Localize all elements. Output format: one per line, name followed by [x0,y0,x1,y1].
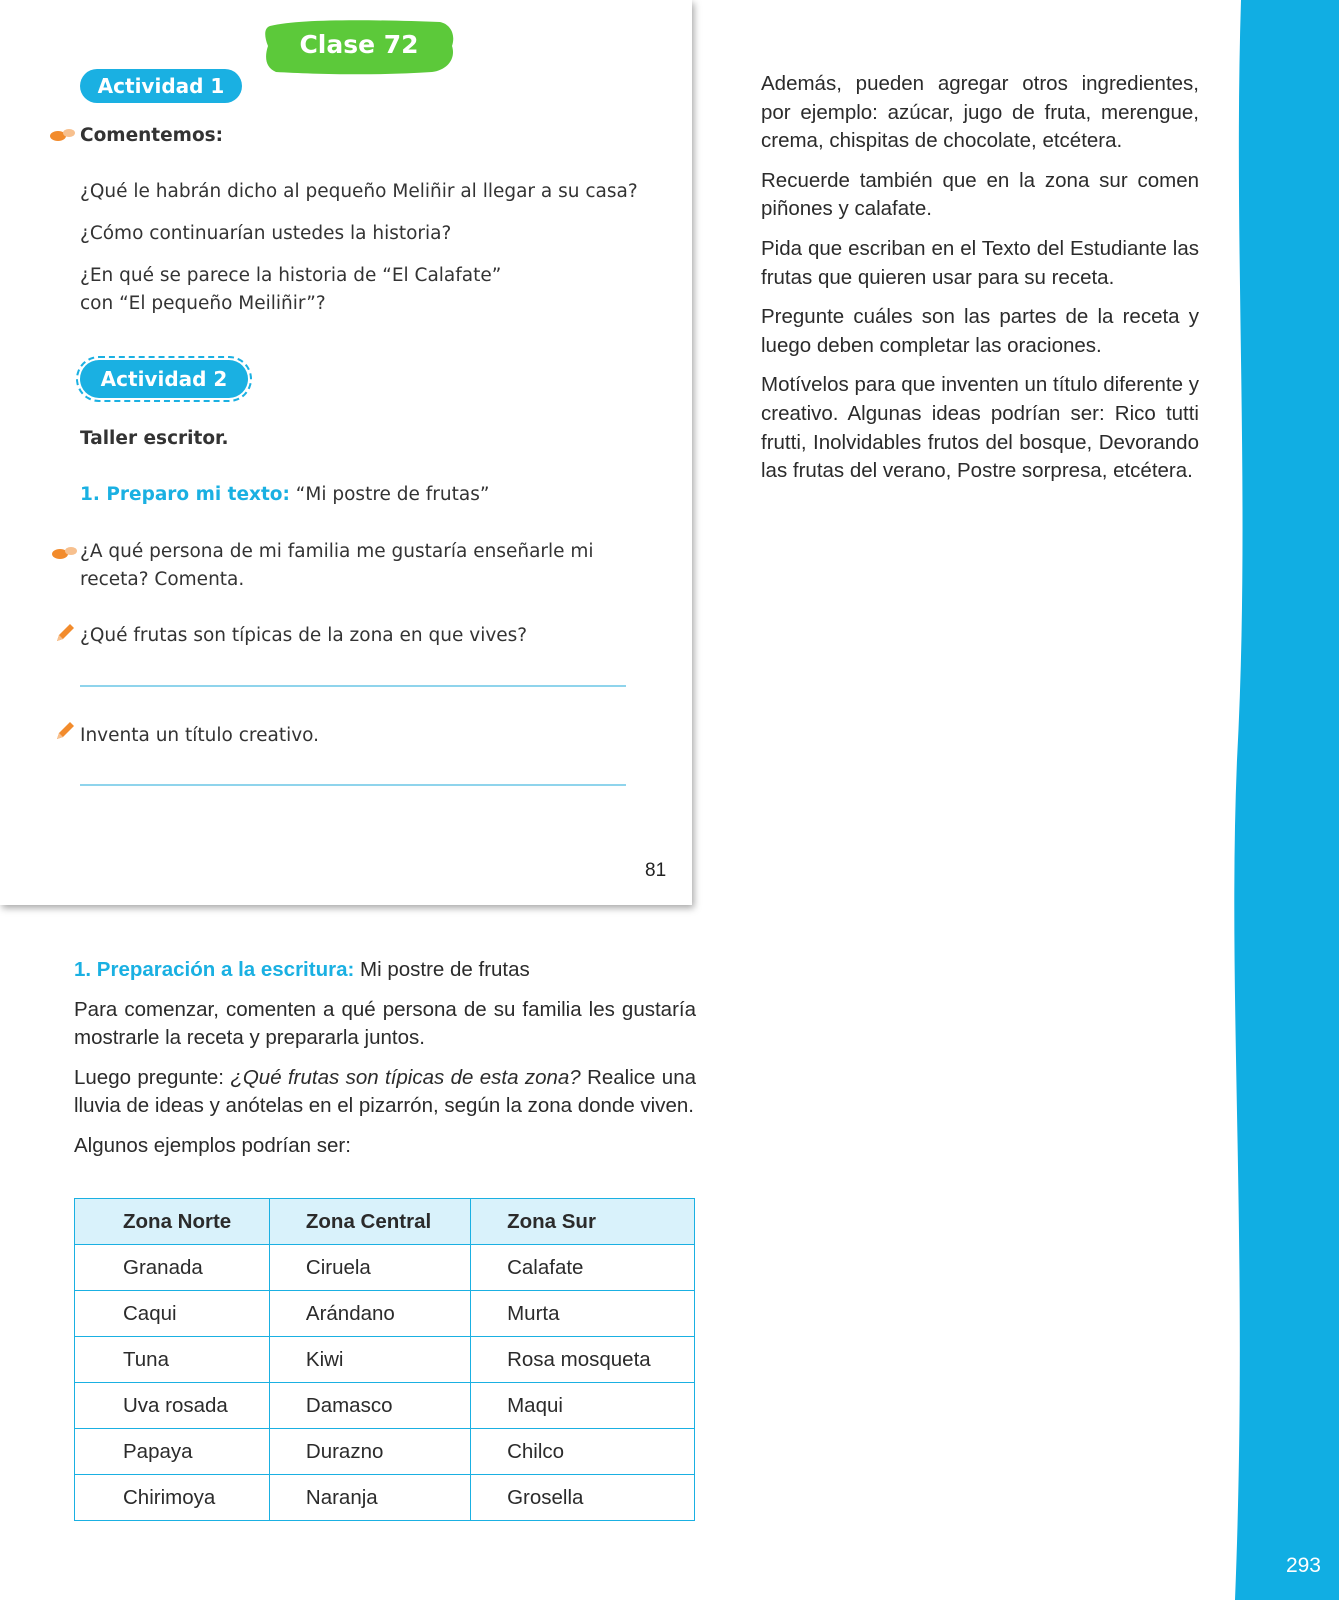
guide-right-column [761,70,1199,497]
table-cell: Uva rosada [75,1383,270,1429]
table-cell: Damasco [269,1383,470,1429]
guide-question-italic: ¿Qué frutas son típicas de esta zona? [230,1065,581,1089]
answer-line-fruits [80,685,626,687]
table-cell: Ciruela [269,1245,470,1291]
fruit-zones-table [74,1198,695,1521]
student-book-page [0,0,692,905]
table-cell: Tuna [75,1337,270,1383]
side-band [1229,0,1339,1600]
answer-line-title [80,784,626,786]
speech-bubbles-icon [50,128,76,142]
page-number: 293 [1285,1554,1321,1577]
question-fruits: ¿Qué frutas son típicas de la zona en que vives? [80,625,528,646]
item-1-title: “Mi postre de frutas” [295,484,490,505]
guide-text: Luego pregunte: [74,1065,231,1089]
speech-bubbles-icon [52,546,78,560]
question-3-line-1: ¿En qué se parece la historia de “El Calafate” [80,265,502,286]
column-header: Zona Norte [75,1199,270,1245]
table-cell: Grosella [471,1475,695,1521]
question-1: ¿Qué le habrán dicho al pequeño Meliñir al llegar a su casa? [80,181,638,202]
question-2: ¿Cómo continuarían ustedes la historia? [80,223,452,244]
table-cell: Murta [471,1291,695,1337]
item-1 [80,481,489,509]
guide-paragraph: Recuerde también que en la zona sur comen piñones y calafate. [761,168,1199,221]
table-row [75,1337,695,1383]
clase-badge [262,14,456,78]
guide-text: Realice una lluvia de ideas y anótelas en el pizarrón, según la zona donde viven. [74,1065,696,1118]
table-header-row [75,1199,695,1245]
section-heading-title: Mi postre de frutas [354,958,530,981]
table-cell: Kiwi [269,1337,470,1383]
table-cell: Papaya [75,1429,270,1475]
column-header: Zona Sur [471,1199,695,1245]
question-3-line-2: con “El pequeño Meiliñir”? [80,293,326,314]
section-heading-label: 1. Preparación a la escritura: [74,958,355,981]
table-row [75,1429,695,1475]
table-row [75,1475,695,1521]
guide-paragraph: Además, pueden agregar otros ingredientes, por ejemplo: azúcar, jugo de fruta, merengue, crema, chispitas de chocolate, etcétera. [761,72,1199,153]
question-family-line-1: ¿A qué persona de mi familia me gustaría enseñarle mi [80,541,594,562]
guide-paragraph: Para comenzar, comenten a qué persona de su familia les gustaría mostrarle la receta y prepararla juntos. [74,997,696,1050]
pencil-icon [54,622,76,644]
table-row [75,1291,695,1337]
column-header: Zona Central [269,1199,470,1245]
guide-paragraph: Pregunte cuáles son las partes de la receta y luego deben completar las oraciones. [761,305,1199,357]
book-page-number: 81 [645,860,667,881]
taller-label: Taller escritor. [80,428,229,449]
question-title: Inventa un título creativo. [80,725,320,746]
table-cell: Naranja [269,1475,470,1521]
table-cell: Chirimoya [75,1475,270,1521]
clase-label: Clase 72 [299,30,419,59]
section-heading [74,956,696,985]
table-cell: Calafate [471,1245,695,1291]
table-cell: Rosa mosqueta [471,1337,695,1383]
table-row [75,1383,695,1429]
guide-paragraph: Motívelos para que inventen un título diferente y creativo. Algunas ideas podrían ser: Rico tutti frutti, Inolvidables frutos del bosque, Devorando las frutas del verano, Postre sorpresa, etcétera. [761,373,1199,483]
guide-left-column [74,956,696,1172]
comentemos-label: Comentemos: [80,125,224,146]
table-cell: Granada [75,1245,270,1291]
guide-paragraph: Algunos ejemplos podrían ser: [74,1133,351,1157]
table-cell: Maqui [471,1383,695,1429]
table-cell: Caqui [75,1291,270,1337]
table-cell: Arándano [269,1291,470,1337]
pencil-icon [54,720,76,742]
table-row [75,1245,695,1291]
question-family-line-2: receta? Comenta. [80,569,245,590]
table-cell: Durazno [269,1429,470,1475]
guide-paragraph [74,1064,696,1121]
guide-paragraph: Pida que escriban en el Texto del Estudiante las frutas que quieren usar para su receta. [761,236,1199,289]
item-1-label: 1. Preparo mi texto: [80,484,290,505]
actividad-2-pill: Actividad 2 [80,360,248,398]
table-cell: Chilco [471,1429,695,1475]
actividad-1-pill: Actividad 1 [80,69,242,103]
